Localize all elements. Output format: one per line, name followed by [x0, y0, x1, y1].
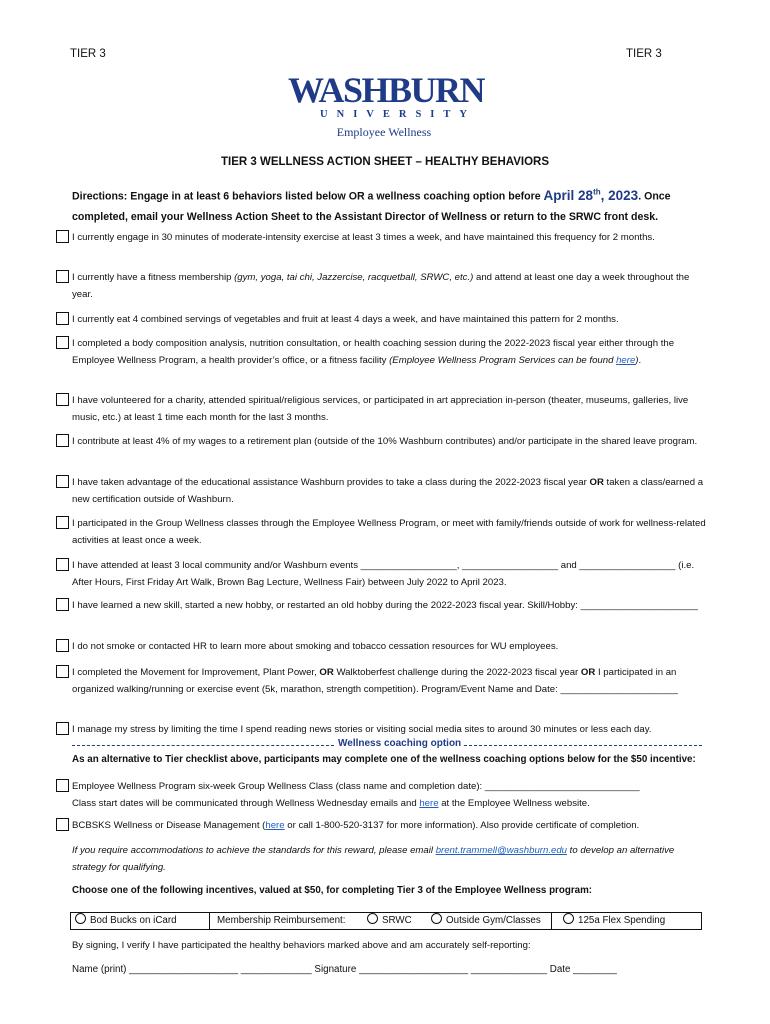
- item-text-part: or call 1-800-520-3137 for more information). Also provide certificate of completion.: [284, 820, 640, 831]
- item-text: [72, 335, 706, 369]
- directions-text-3: . Once completed, email your Wellness Action Sheet to the Assistant Director of Wellness or return to the SRWC front desk.: [72, 190, 671, 223]
- table-divider: [551, 913, 552, 929]
- tier-label-left: TIER 3: [70, 48, 106, 60]
- item-text: I have attended at least 3 local community and/or Washburn events __________________, __________________ and __________________ (i.e. After Hours, First Friday Art Walk, Brown Bag Lecture, Wellness Fair) between July 2022 to April 2023.: [72, 560, 695, 588]
- directions-or: OR: [348, 190, 365, 203]
- incentive-flex-spending[interactable]: [563, 913, 665, 929]
- item-text: Employee Wellness Program six-week Group Wellness Class (class name and completion date): _____________________________: [72, 781, 640, 792]
- checklist-item-retirement: [56, 433, 706, 450]
- item-text-part: I have taken advantage of the educational assistance Washburn provides to take a class during the 2022-2023 fiscal year: [72, 477, 590, 488]
- coaching-option-group-class: [56, 778, 706, 812]
- item-text-part: I completed the Movement for Improvement, Plant Power,: [72, 667, 320, 678]
- coaching-option-bcbsks: [56, 817, 706, 834]
- tier-label-right: TIER 3: [626, 48, 662, 60]
- choose-incentive-heading: Choose one of the following incentives, valued at $50, for completing Tier 3 of the Employee Wellness program:: [72, 885, 593, 896]
- checkbox[interactable]: [56, 393, 69, 406]
- checkbox[interactable]: [56, 270, 69, 283]
- item-text-part: Class start dates will be communicated through Wellness Wednesday emails and: [72, 798, 420, 809]
- item-text: I contribute at least 4% of my wages to a retirement plan (outside of the 10% Washburn contributes) and/or participate in the shared leave program.: [72, 436, 698, 447]
- washburn-logo: [288, 70, 485, 140]
- accommodations-note: [72, 842, 702, 876]
- incentive-options-table: [70, 912, 702, 930]
- checklist-item-group-wellness: [56, 515, 706, 549]
- checkbox[interactable]: [56, 722, 69, 735]
- item-text-part: .: [638, 355, 642, 366]
- incentive-label: SRWC: [382, 915, 412, 926]
- checkbox[interactable]: [56, 598, 69, 611]
- item-text: [72, 474, 706, 508]
- item-text-italic: (gym, yoga, tai chi, Jazzercise, racquetball, SRWC, etc.): [234, 272, 474, 283]
- page-title: TIER 3 WELLNESS ACTION SHEET – HEALTHY BEHAVIORS: [221, 156, 549, 168]
- logo-wordmark: WASHBURN: [288, 70, 485, 110]
- here-link[interactable]: here: [419, 798, 439, 809]
- checkbox[interactable]: [56, 639, 69, 652]
- item-text-bold: OR: [580, 667, 596, 678]
- checklist-item-new-skill: [56, 597, 706, 614]
- logo-subtitle: Employee Wellness: [336, 125, 432, 139]
- item-text: I currently engage in 30 minutes of moderate-intensity exercise at least 3 times a week, and have maintained this frequency for 2 months.: [72, 232, 655, 243]
- radio-button[interactable]: [563, 913, 574, 924]
- incentive-bod-bucks[interactable]: [75, 913, 177, 929]
- item-text-part: I completed a body composition analysis, nutrition consultation, or health coaching session during the 2022-2023 fiscal year either through the Employee Wellness Program, a health provider’s office, or a fitness facility: [72, 338, 675, 366]
- checklist-item-exercise: [56, 229, 706, 246]
- note-text: If you require accommodations to achieve the standards for this reward, please email: [72, 845, 436, 856]
- checklist-item-body-composition: [56, 335, 706, 369]
- item-text: I currently eat 4 combined servings of vegetables and fruit at least 4 days a week, and have maintained this pattern for 2 months.: [72, 314, 619, 325]
- checkbox[interactable]: [56, 475, 69, 488]
- item-text-part: I currently have a fitness membership: [72, 272, 235, 283]
- incentive-membership-label: Membership Reimbursement:: [217, 915, 346, 926]
- checkbox[interactable]: [56, 558, 69, 571]
- checklist-item-education: [56, 474, 706, 508]
- item-text-part: and attend at least one day a week throughout the year.: [72, 272, 690, 300]
- checkbox[interactable]: [56, 434, 69, 447]
- item-text: [72, 269, 706, 303]
- checklist-item-fitness-membership: [56, 269, 706, 303]
- checkbox[interactable]: [56, 312, 69, 325]
- checklist-item-stress: [56, 721, 706, 738]
- incentive-label: 125a Flex Spending: [578, 915, 666, 926]
- email-link[interactable]: brent.trammell@washburn.edu: [435, 845, 568, 856]
- checklist-item-no-smoking: [56, 638, 706, 655]
- incentive-label: Outside Gym/Classes: [446, 915, 541, 926]
- note-text: to develop an alternative strategy for qualifying.: [72, 845, 675, 873]
- deadline-date: [544, 188, 639, 203]
- directions-text-2: a wellness coaching option before: [364, 190, 544, 203]
- checkbox[interactable]: [56, 516, 69, 529]
- checklist-item-volunteer: [56, 392, 706, 426]
- checklist-item-vegetables: [56, 311, 706, 328]
- incentive-outside-gym[interactable]: [431, 913, 541, 929]
- radio-button[interactable]: [431, 913, 442, 924]
- item-text-bold: OR: [589, 477, 604, 488]
- radio-button[interactable]: [367, 913, 378, 924]
- deadline-date-suffix: th: [593, 187, 601, 196]
- item-text-part: BCBSKS Wellness or Disease Management (: [72, 820, 266, 831]
- item-text-bold: OR: [319, 667, 334, 678]
- item-text: I participated in the Group Wellness classes through the Employee Wellness Program, or meet with family/friends outside of work for wellness-related activities at least once a week.: [72, 518, 706, 546]
- wellness-coaching-label: Wellness coaching option: [338, 738, 462, 749]
- item-text: [72, 817, 706, 834]
- incentive-label: Bod Bucks on iCard: [90, 915, 177, 926]
- checklist-item-challenge: [56, 664, 706, 698]
- logo-university: UNIVERSITY: [320, 109, 476, 120]
- coaching-alternative-text: As an alternative to Tier checklist above, participants may complete one of the wellness coaching options below for the $50 incentive:: [72, 754, 696, 765]
- incentive-srwc[interactable]: [367, 913, 412, 929]
- directions: [72, 182, 712, 227]
- item-text-part: taken a class/earned a new certification outside of Washburn.: [72, 477, 704, 505]
- deadline-date-year: , 2023: [600, 187, 639, 203]
- item-text-italic: (Employee Wellness Program Services can be found: [389, 355, 617, 366]
- directions-text-1: Directions: Engage in at least 6 behaviors listed below: [72, 190, 349, 203]
- item-text: [72, 664, 706, 698]
- divider-rule-left: [72, 745, 334, 746]
- checkbox[interactable]: [56, 230, 69, 243]
- here-link[interactable]: here: [616, 355, 636, 366]
- signature-line[interactable]: Name (print) ____________________ _____________ Signature ____________________ ______________ Date ________: [72, 964, 617, 975]
- checkbox[interactable]: [56, 779, 69, 792]
- radio-button[interactable]: [75, 913, 86, 924]
- checkbox[interactable]: [56, 818, 69, 831]
- item-text-part: I participated in an organized walking/running or exercise event (5k, marathon, strength competition). Program/Event Name and Date: ______________________: [72, 667, 678, 695]
- item-text: I have learned a new skill, started a new hobby, or restarted an old hobby during the 2022-2023 fiscal year. Skill/Hobby: ______________________: [72, 600, 698, 611]
- item-text-part: at the Employee Wellness website.: [438, 798, 590, 809]
- checklist-item-community-events: [56, 557, 706, 591]
- deadline-date-day: April 28: [543, 187, 594, 203]
- item-text-part: Walktoberfest challenge during the 2022-2023 fiscal year: [333, 667, 581, 678]
- divider-rule-right: [464, 745, 702, 746]
- item-text: I do not smoke or contacted HR to learn more about smoking and tobacco cessation resources for WU employees.: [72, 641, 559, 652]
- item-text: I manage my stress by limiting the time I spend reading news stories or visiting social media sites to around 30 minutes or less each day.: [72, 724, 652, 735]
- table-divider: [209, 913, 210, 929]
- signing-statement: By signing, I verify I have participated the healthy behaviors marked above and am accurately self-reporting:: [72, 940, 531, 951]
- item-text-italic: ): [635, 355, 639, 366]
- item-text-line2: [72, 795, 706, 812]
- here-link[interactable]: here: [265, 820, 285, 831]
- wellness-coaching-divider: [72, 738, 702, 752]
- item-text: I have volunteered for a charity, attended spiritual/religious services, or participated in art appreciation in-person (theater, museums, galleries, live music, etc.) at least 1 time each month for the last 3 months.: [72, 395, 689, 423]
- checkbox[interactable]: [56, 336, 69, 349]
- checkbox[interactable]: [56, 665, 69, 678]
